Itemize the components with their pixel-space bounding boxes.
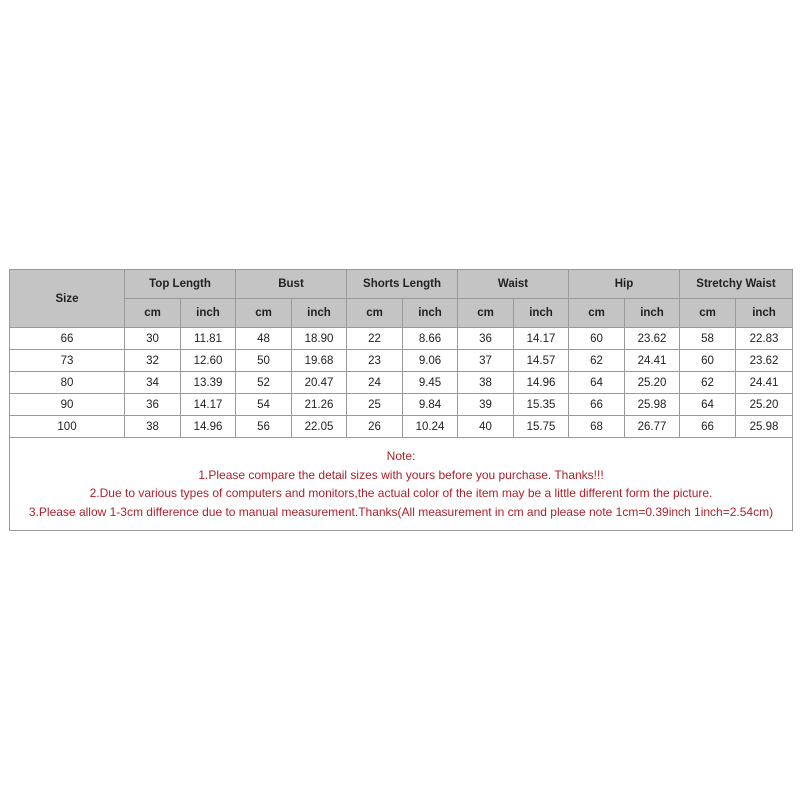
table-cell: 52 xyxy=(236,372,292,394)
table-cell: 24.41 xyxy=(625,350,680,372)
table-cell: 30 xyxy=(125,328,181,350)
unit-header-cm: cm xyxy=(569,299,625,328)
table-cell: 11.81 xyxy=(181,328,236,350)
table-cell: 9.84 xyxy=(403,394,458,416)
table-cell: 24 xyxy=(347,372,403,394)
table-cell: 40 xyxy=(458,416,514,438)
table-cell: 13.39 xyxy=(181,372,236,394)
table-cell: 37 xyxy=(458,350,514,372)
table-cell: 22 xyxy=(347,328,403,350)
table-cell: 10.24 xyxy=(403,416,458,438)
table-cell: 64 xyxy=(680,394,736,416)
table-cell: 14.17 xyxy=(514,328,569,350)
table-cell: 66 xyxy=(680,416,736,438)
unit-header-cm: cm xyxy=(347,299,403,328)
table-cell: 23.62 xyxy=(625,328,680,350)
table-cell: 50 xyxy=(236,350,292,372)
table-cell: 25.20 xyxy=(736,394,793,416)
size-cell: 90 xyxy=(10,394,125,416)
table-cell: 54 xyxy=(236,394,292,416)
table-row xyxy=(10,394,793,416)
size-cell: 73 xyxy=(10,350,125,372)
table-cell: 9.45 xyxy=(403,372,458,394)
table-cell: 23.62 xyxy=(736,350,793,372)
size-cell: 66 xyxy=(10,328,125,350)
size-rows xyxy=(10,328,793,438)
note-line-3: 3.Please allow 1-3cm difference due to manual measurement.Thanks(All measurement in cm and please note 1cm=0.39inch 1inch=2.54cm) xyxy=(28,504,774,519)
note-box xyxy=(10,438,793,531)
size-header: Size xyxy=(10,270,125,328)
unit-header-cm: cm xyxy=(236,299,292,328)
group-header-bust: Bust xyxy=(236,270,347,299)
table-cell: 19.68 xyxy=(292,350,347,372)
group-header-waist: Waist xyxy=(458,270,569,299)
note-row xyxy=(10,438,793,531)
table-cell: 26 xyxy=(347,416,403,438)
table-cell: 14.96 xyxy=(181,416,236,438)
note-title: Note: xyxy=(386,449,416,463)
table-cell: 14.57 xyxy=(514,350,569,372)
table-cell: 22.83 xyxy=(736,328,793,350)
table-cell: 64 xyxy=(569,372,625,394)
table-cell: 25 xyxy=(347,394,403,416)
table-cell: 38 xyxy=(458,372,514,394)
table-cell: 25.98 xyxy=(736,416,793,438)
size-cell: 100 xyxy=(10,416,125,438)
note-line-2: 2.Due to various types of computers and monitors,the actual color of the item may be a little different form the picture. xyxy=(89,486,713,500)
table-cell: 8.66 xyxy=(403,328,458,350)
table-cell: 22.05 xyxy=(292,416,347,438)
header-row-groups xyxy=(10,270,793,299)
table-cell: 66 xyxy=(569,394,625,416)
table-cell: 21.26 xyxy=(292,394,347,416)
table-cell: 14.96 xyxy=(514,372,569,394)
table-cell: 20.47 xyxy=(292,372,347,394)
table-cell: 36 xyxy=(458,328,514,350)
group-header-hip: Hip xyxy=(569,270,680,299)
table-cell: 12.60 xyxy=(181,350,236,372)
unit-header-inch: inch xyxy=(292,299,347,328)
table-cell: 68 xyxy=(569,416,625,438)
table-cell: 15.35 xyxy=(514,394,569,416)
unit-header-cm: cm xyxy=(680,299,736,328)
table-cell: 62 xyxy=(569,350,625,372)
table-cell: 62 xyxy=(680,372,736,394)
unit-header-inch: inch xyxy=(403,299,458,328)
table-cell: 18.90 xyxy=(292,328,347,350)
table-cell: 15.75 xyxy=(514,416,569,438)
unit-header-inch: inch xyxy=(625,299,680,328)
table-row xyxy=(10,372,793,394)
note-line-1: 1.Please compare the detail sizes with yours before you purchase. Thanks!!! xyxy=(198,467,604,482)
unit-header-inch: inch xyxy=(736,299,793,328)
table-row xyxy=(10,328,793,350)
table-cell: 14.17 xyxy=(181,394,236,416)
table-cell: 60 xyxy=(680,350,736,372)
table-cell: 56 xyxy=(236,416,292,438)
header-row-units xyxy=(10,299,793,328)
unit-header-inch: inch xyxy=(181,299,236,328)
table-cell: 25.20 xyxy=(625,372,680,394)
group-header-stretchy-waist: Stretchy Waist xyxy=(680,270,793,299)
table-cell: 32 xyxy=(125,350,181,372)
table-cell: 23 xyxy=(347,350,403,372)
table-cell: 36 xyxy=(125,394,181,416)
group-header-top-length: Top Length xyxy=(125,270,236,299)
group-header-shorts-length: Shorts Length xyxy=(347,270,458,299)
table-row xyxy=(10,350,793,372)
unit-header-cm: cm xyxy=(125,299,181,328)
table-cell: 9.06 xyxy=(403,350,458,372)
table-cell: 24.41 xyxy=(736,372,793,394)
table-cell: 25.98 xyxy=(625,394,680,416)
table-row xyxy=(10,416,793,438)
table-cell: 48 xyxy=(236,328,292,350)
size-chart-table xyxy=(9,269,793,531)
unit-header-cm: cm xyxy=(458,299,514,328)
size-cell: 80 xyxy=(10,372,125,394)
table-cell: 38 xyxy=(125,416,181,438)
unit-header-inch: inch xyxy=(514,299,569,328)
table-cell: 58 xyxy=(680,328,736,350)
table-cell: 39 xyxy=(458,394,514,416)
table-cell: 34 xyxy=(125,372,181,394)
table-cell: 26.77 xyxy=(625,416,680,438)
table-cell: 60 xyxy=(569,328,625,350)
